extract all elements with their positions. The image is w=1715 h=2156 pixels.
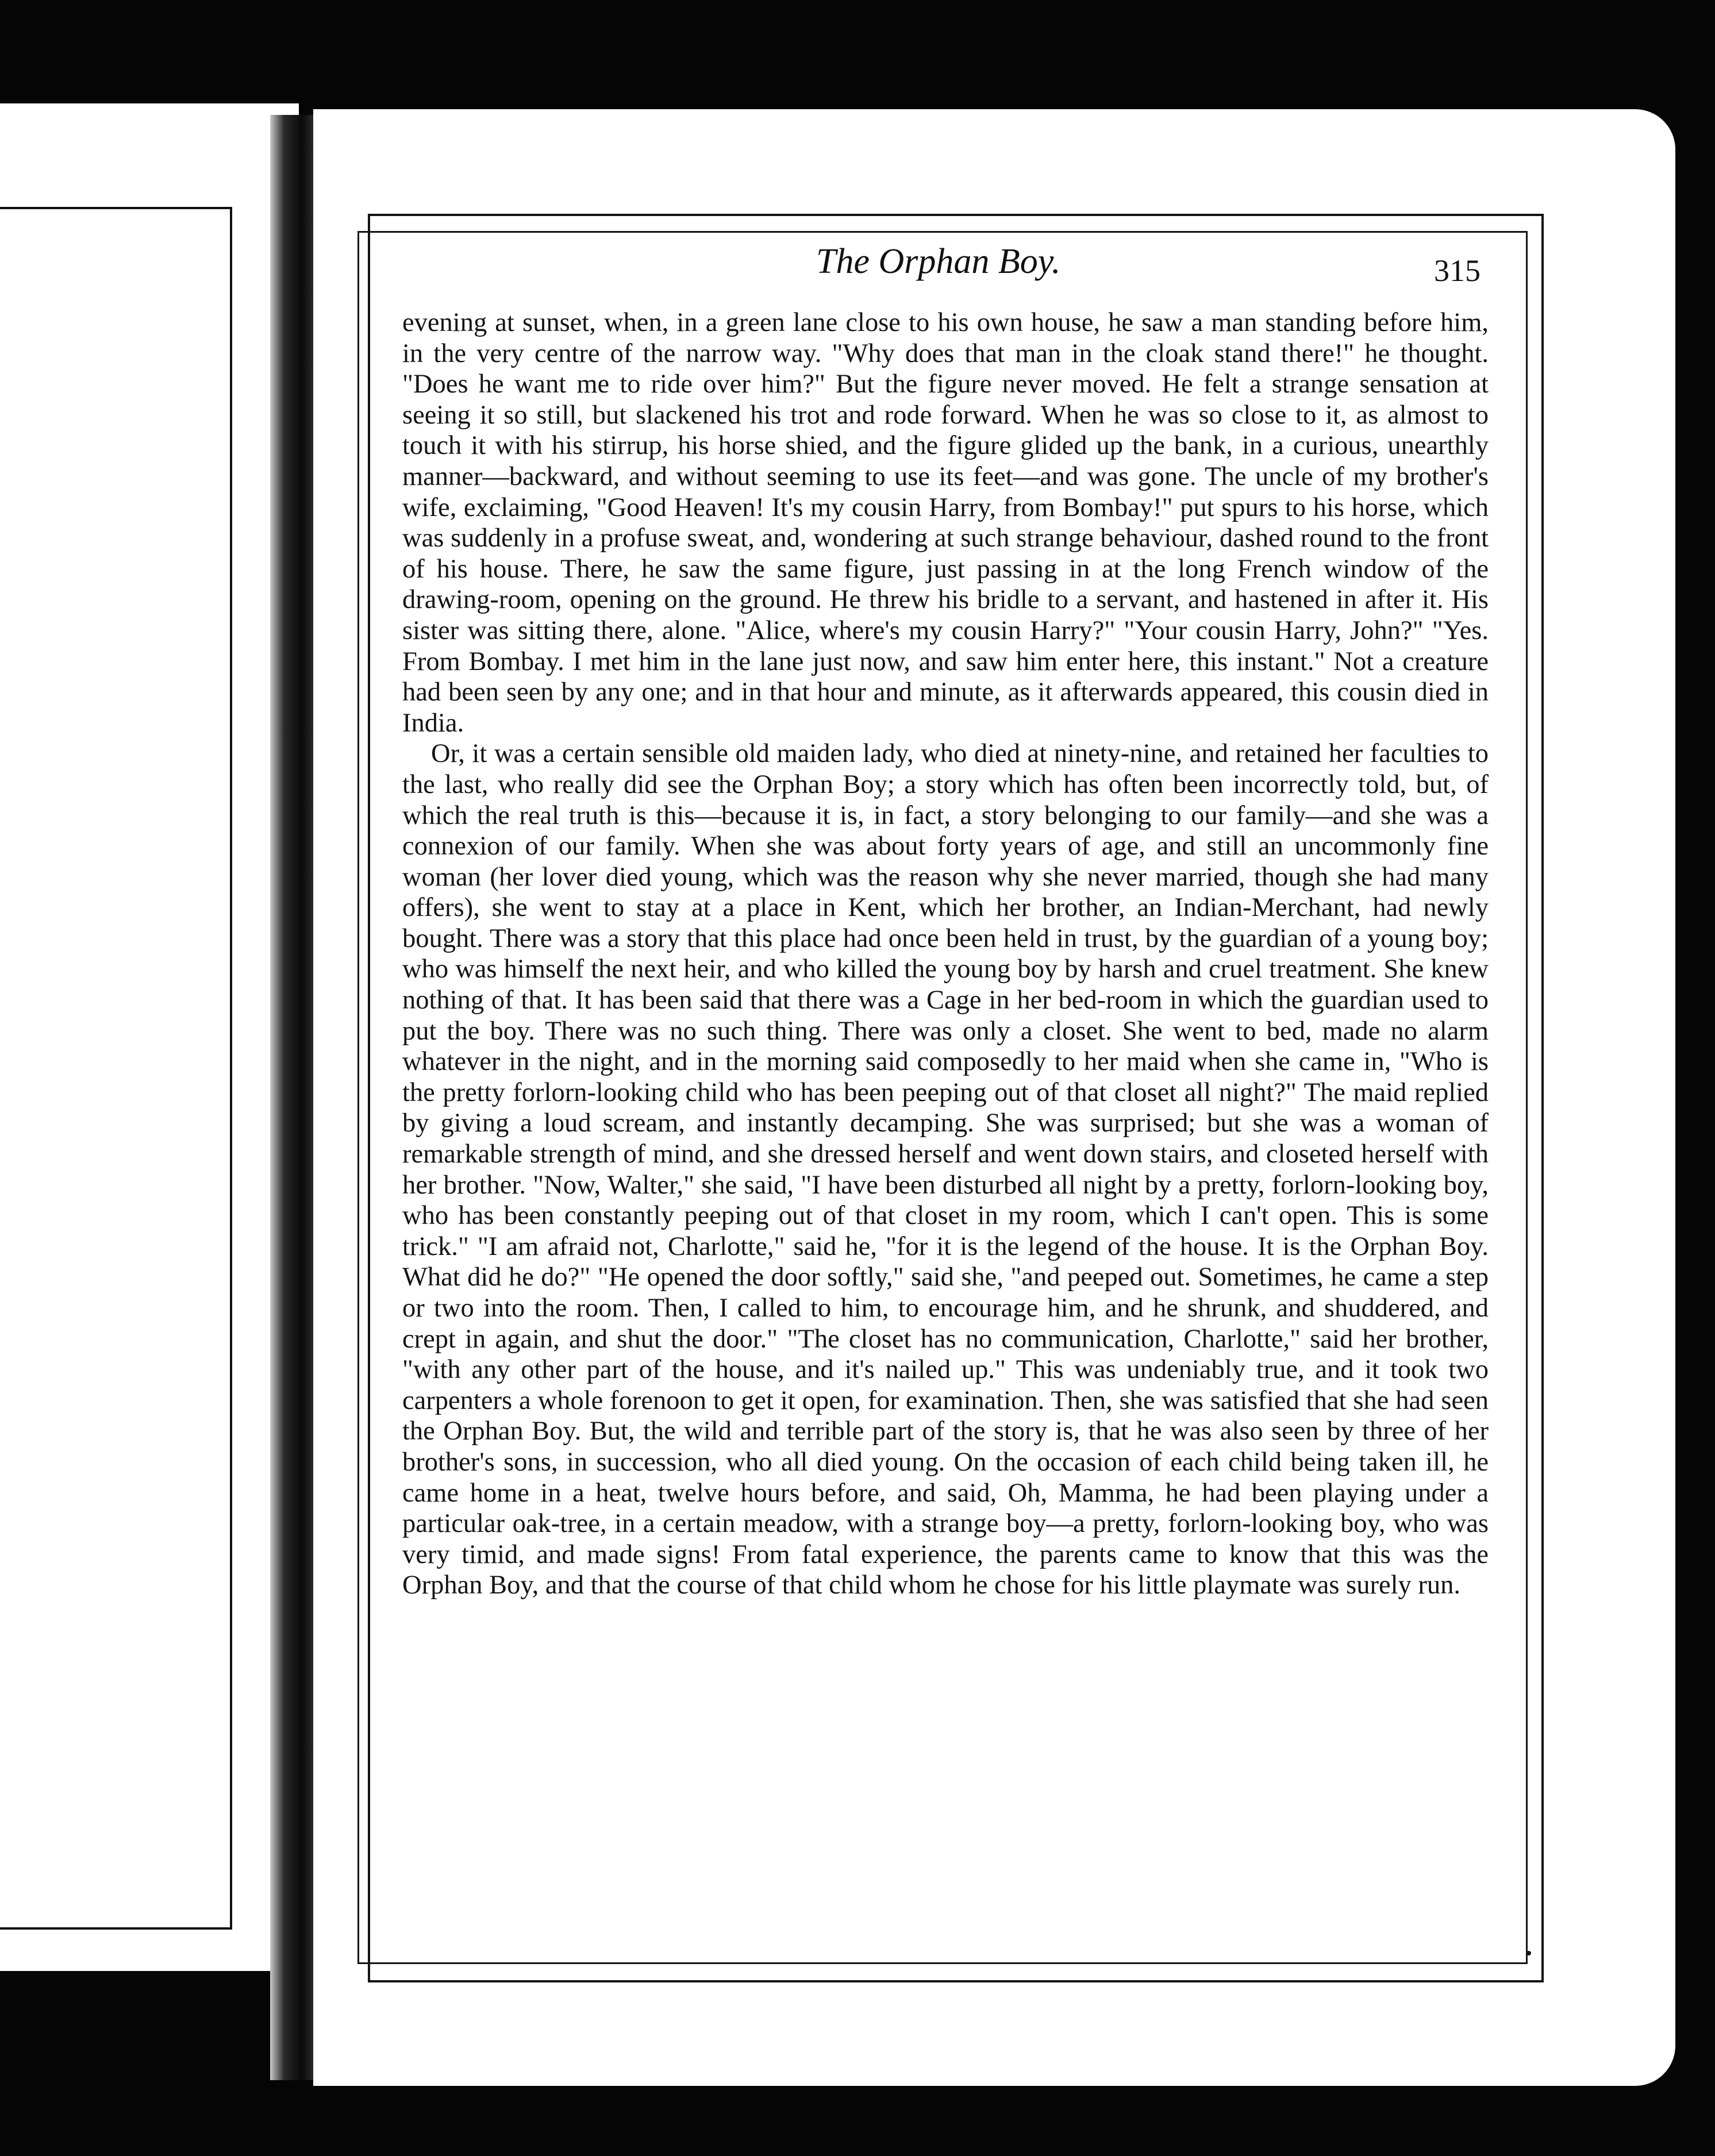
body-text bbox=[402, 307, 1489, 1601]
paragraph-2: Or, it was a certain sensible old maiden lady, who died at ninety-nine, and retained her faculties to the last, who really did see the Orphan Boy; a story which has often been incorrectly told, but, of which the real truth is this—because it is, in fact, a story belonging to our family—and she was a connexion of our family. When she was about forty years of age, and still an uncommonly fine woman (her lover died young, which was the reason why she never married, though she had many offers), she went to stay at a place in Kent, which her brother, an Indian-Merchant, had newly bought. There was a story that this place had once been held in trust, by the guardian of a young boy; who was himself the next heir, and who killed the young boy by harsh and cruel treatment. She knew nothing of that. It has been said that there was a Cage in her bed-room in which the guardian used to put the boy. There was no such thing. There was only a closet. She went to bed, made no alarm whatever in the night, and in the morning said composedly to her maid when she came in, "Who is the pretty forlorn-looking child who has been peeping out of that closet all night?" The maid replied by giving a loud scream, and instantly decamping. She was surprised; but she was a woman of remarkable strength of mind, and she dressed herself and went down stairs, and closeted herself with her brother. "Now, Walter," she said, "I have been disturbed all night by a pretty, forlorn-looking boy, who has been constantly peeping out of that closet in my room, which I can't open. This is some trick." "I am afraid not, Charlotte," said he, "for it is the legend of the house. It is the Orphan Boy. What did he do?" "He opened the door softly," said she, "and peeped out. Sometimes, he came a step or two into the room. Then, I called to him, to encourage him, and he shrunk, and shuddered, and crept in again, and shut the door." "The closet has no communication, Charlotte," said her brother, "with any other part of the house, and it's nailed up." This was undeniably true, and it took two carpenters a whole forenoon to get it open, for examination. Then, she was satisfied that she had seen the Orphan Boy. But, the wild and terrible part of the story is, that he was also seen by three of her brother's sons, in succession, who all died young. On the occasion of each child being taken ill, he came home in a heat, twelve hours before, and said, Oh, Mamma, he had been playing under a particular oak-tree, in a certain meadow, with a strange boy—a pretty, forlorn-looking boy, who was very timid, and made signs! From fatal experience, the parents came to know that this was the Orphan Boy, and that the course of that child whom he chose for his little playmate was surely run. bbox=[402, 739, 1489, 1600]
printer-dot bbox=[1526, 1951, 1531, 1955]
running-head: The Orphan Boy. bbox=[816, 242, 1061, 281]
page-number: 315 bbox=[1434, 253, 1481, 288]
paragraph-1: evening at sunset, when, in a green lane close to his own house, he saw a man standing before him, in the very centre of the narrow way. "Why does that man in the cloak stand there!" he thought. "Does he want me to ride over him?" But the figure never moved. He felt a strange sensation at seeing it so still, but slackened his trot and rode forward. When he was so close to it, as almost to touch it with his stirrup, his horse shied, and the figure glided up the bank, in a curious, unearthly manner—backward, and without seeming to use its feet—and was gone. The uncle of my brother's wife, exclaiming, "Good Heaven! It's my cousin Harry, from Bombay!" put spurs to his horse, which was suddenly in a profuse sweat, and, wondering at such strange behaviour, dashed round to the front of his house. There, he saw the same figure, just passing in at the long French window of the drawing-room, opening on the ground. He threw his bridle to a servant, and hastened in after it. His sister was sitting there, alone. "Alice, where's my cousin Harry?" "Your cousin Harry, John?" "Yes. From Bombay. I met him in the lane just now, and saw him enter here, this instant." Not a creature had been seen by any one; and in that hour and minute, as it afterwards appeared, this cousin died in India. bbox=[402, 308, 1489, 738]
previous-page bbox=[0, 103, 299, 1971]
previous-page-frame bbox=[0, 207, 232, 1930]
